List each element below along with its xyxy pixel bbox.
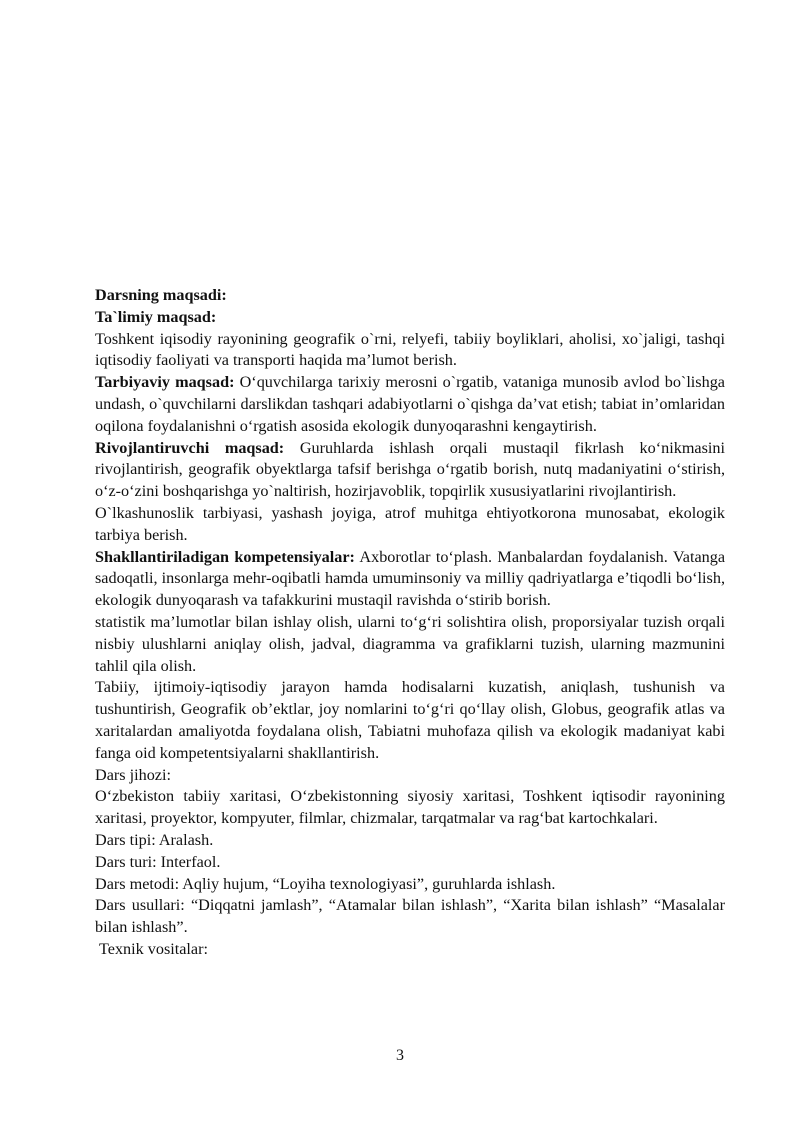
equipment-text: O‘zbekiston tabiiy xaritasi, O‘zbekistonning siyosiy xaritasi, Toshkent iqtisodir rayonining xaritasi, proyektor, kompyuter, filmlar, chizmalar, tarqatmalar va rag‘bat kartochkalari.: [95, 787, 725, 828]
document-body: [95, 285, 725, 961]
goal-heading: Darsning maqsadi:: [95, 286, 227, 304]
lesson-type: Dars tipi: Aralash.: [95, 830, 214, 849]
page-number: 3: [396, 1047, 404, 1064]
upbringing-goal-text: O‘quvchilarga tarixiy merosni o`rgatib, vataniga munosib avlod bo`lishga undash, o`quvchilarni darslikdan tashqari adabiyotlarni o`qishga da’vat etish; tabiat in’omlaridan oqilona foydalanishni o‘rgatish asosida ekologik dunyoqarashni kengaytirish.: [95, 373, 725, 435]
competencies-text: Axborotlar to‘plash. Manbalardan foydalanish. Vatanga sadoqatli, insonlarga mehr-oqibatli hamda umuminsoniy va milliy qadriyatlarga e’tiqodli bo‘lish, ekologik dunyoqarash va tafakkurini mustaqil ravishda o‘stirib borish.: [95, 547, 726, 610]
upbringing-goal-label: Tarbiyaviy maqsad:: [95, 373, 235, 392]
competencies-label: Shakllantiriladigan kompetensiyalar:: [95, 547, 355, 566]
developing-goal-label: Rivojlantiruvchi maqsad:: [95, 438, 285, 457]
lesson-techniques: Dars usullari: “Diqqatni jamlash”, “Atamalar bilan ishlash”, “Xarita bilan ishlash” “Masalalar bilan ishlash”.: [95, 896, 725, 937]
lesson-kind: Dars turi: Interfaol.: [95, 852, 221, 871]
lesson-method: Dars metodi: Aqliy hujum, “Loyiha texnologiyasi”, guruhlarda ishlash.: [95, 874, 556, 893]
natural-processes-paragraph: Tabiiy, ijtimoiy-iqtisodiy jarayon hamda hodisalarni kuzatish, aniqlash, tushunish va tushuntirish, Geografik ob’ektlar, joy nomlarini to‘g‘ri qo‘llay olish, Globus, geografik atlas va xaritalardan amaliyotda foydalana olish, Tabiatni muhofaza qilish va ekologik madaniyat kabi fanga oid kompetentsiyalarni shakllantirish.: [95, 678, 725, 762]
educational-goal-label: Ta`limiy maqsad:: [95, 307, 217, 326]
developing-goal-text: Guruhlarda ishlash orqali mustaqil fikrlash ko‘nikmasini rivojlantirish, geografik obyektlarga tafsif berishga o‘rgatib borish, nutq madaniyatini o‘stirish, o‘z-o‘zini boshqarishga yo`naltirish, hozirjavoblik, topqirlik xususiyatlarini rivojlantirish.: [95, 438, 725, 501]
upbringing-goal-paragraph: [95, 372, 725, 437]
technical-means: Texnik vositalar:: [99, 939, 209, 958]
educational-goal-text: Toshkent iqisodiy rayonining geografik o`rni, relyefi, tabiiy boyliklari, aholisi, xo`jaligi, tashqi iqtisodiy faoliyati va transporti haqida ma’lumot berish.: [95, 329, 725, 370]
statistics-paragraph: statistik ma’lumotlar bilan ishlay olish, ularni to‘g‘ri solishtira olish, proporsiyalar tuzish orqali nisbiy ulushlarni aniqlay olish, jadval, diagramma va grafiklarni tuzish, ularning mazmunini tahlil qila olish.: [95, 612, 725, 675]
equipment-label: Dars jihozi:: [95, 765, 171, 784]
competencies-paragraph: [95, 547, 725, 612]
local-lore-paragraph: O`lkashunoslik tarbiyasi, yashash joyiga, atrof muhitga ehtiyotkorona munosabat, ekologik tarbiya berish.: [95, 503, 725, 544]
developing-goal-paragraph: [95, 438, 725, 503]
